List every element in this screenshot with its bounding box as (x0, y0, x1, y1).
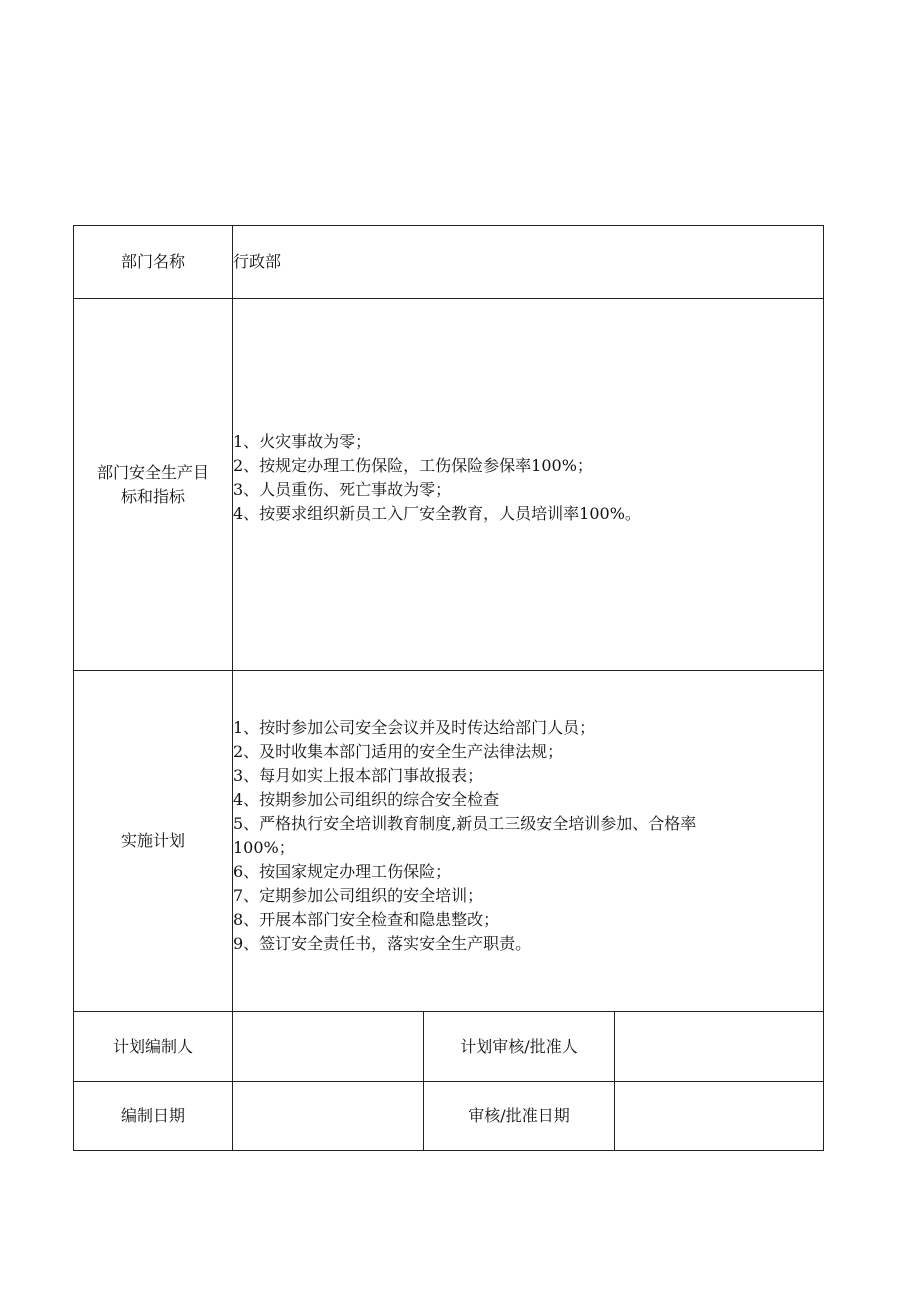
goals-label-line-2: 标和指标 (120, 486, 185, 506)
plan-item: 2、及时收集本部门适用的安全生产法律法规； (233, 742, 564, 761)
goals-content (233, 299, 824, 671)
date-row (74, 1082, 824, 1151)
goal-item: 3、人员重伤、死亡事故为零； (233, 479, 452, 499)
dept-name-row (74, 226, 824, 299)
goals-label (74, 299, 233, 671)
plan-author-field[interactable] (233, 1012, 424, 1082)
plan-approver-label: 计划审核/批准人 (424, 1012, 615, 1082)
plan-content (233, 671, 824, 1012)
plan-item: 4、按期参加公司组织的综合安全检查 (233, 790, 500, 809)
goal-item: 2、按规定办理工伤保险，工伤保险参保率100%； (233, 455, 593, 475)
plan-label: 实施计划 (74, 671, 233, 1012)
goal-item: 4、按要求组织新员工入厂安全教育，人员培训率100%。 (233, 503, 641, 523)
plan-approver-field[interactable] (615, 1012, 824, 1082)
compile-date-field[interactable] (233, 1082, 424, 1151)
dept-name-label: 部门名称 (74, 226, 233, 299)
plan-item: 9、签订安全责任书，落实安全生产职责。 (233, 934, 532, 953)
plan-author-label: 计划编制人 (74, 1012, 233, 1082)
approve-date-label: 审核/批准日期 (424, 1082, 615, 1151)
approve-date-field[interactable] (615, 1082, 824, 1151)
plan-item: 3、每月如实上报本部门事故报表； (233, 766, 484, 785)
dept-name-value: 行政部 (233, 226, 824, 299)
safety-plan-table (73, 225, 824, 1151)
goals-row (74, 299, 824, 671)
goal-item: 1、火灾事故为零； (233, 431, 372, 451)
compile-date-label: 编制日期 (74, 1082, 233, 1151)
author-row (74, 1012, 824, 1082)
plan-row (74, 671, 824, 1012)
plan-item: 7、定期参加公司组织的安全培训； (233, 886, 484, 905)
plan-item: 8、开展本部门安全检查和隐患整改； (233, 910, 500, 929)
plan-item: 1、按时参加公司安全会议并及时传达给部门人员； (233, 718, 596, 737)
plan-item: 6、按国家规定办理工伤保险； (233, 862, 452, 881)
plan-item: 5、严格执行安全培训教育制度,新员工三级安全培训参加、合格率 (233, 814, 697, 833)
plan-item: 100%； (233, 838, 295, 857)
goals-label-line-1: 部门安全生产目 (96, 462, 209, 482)
